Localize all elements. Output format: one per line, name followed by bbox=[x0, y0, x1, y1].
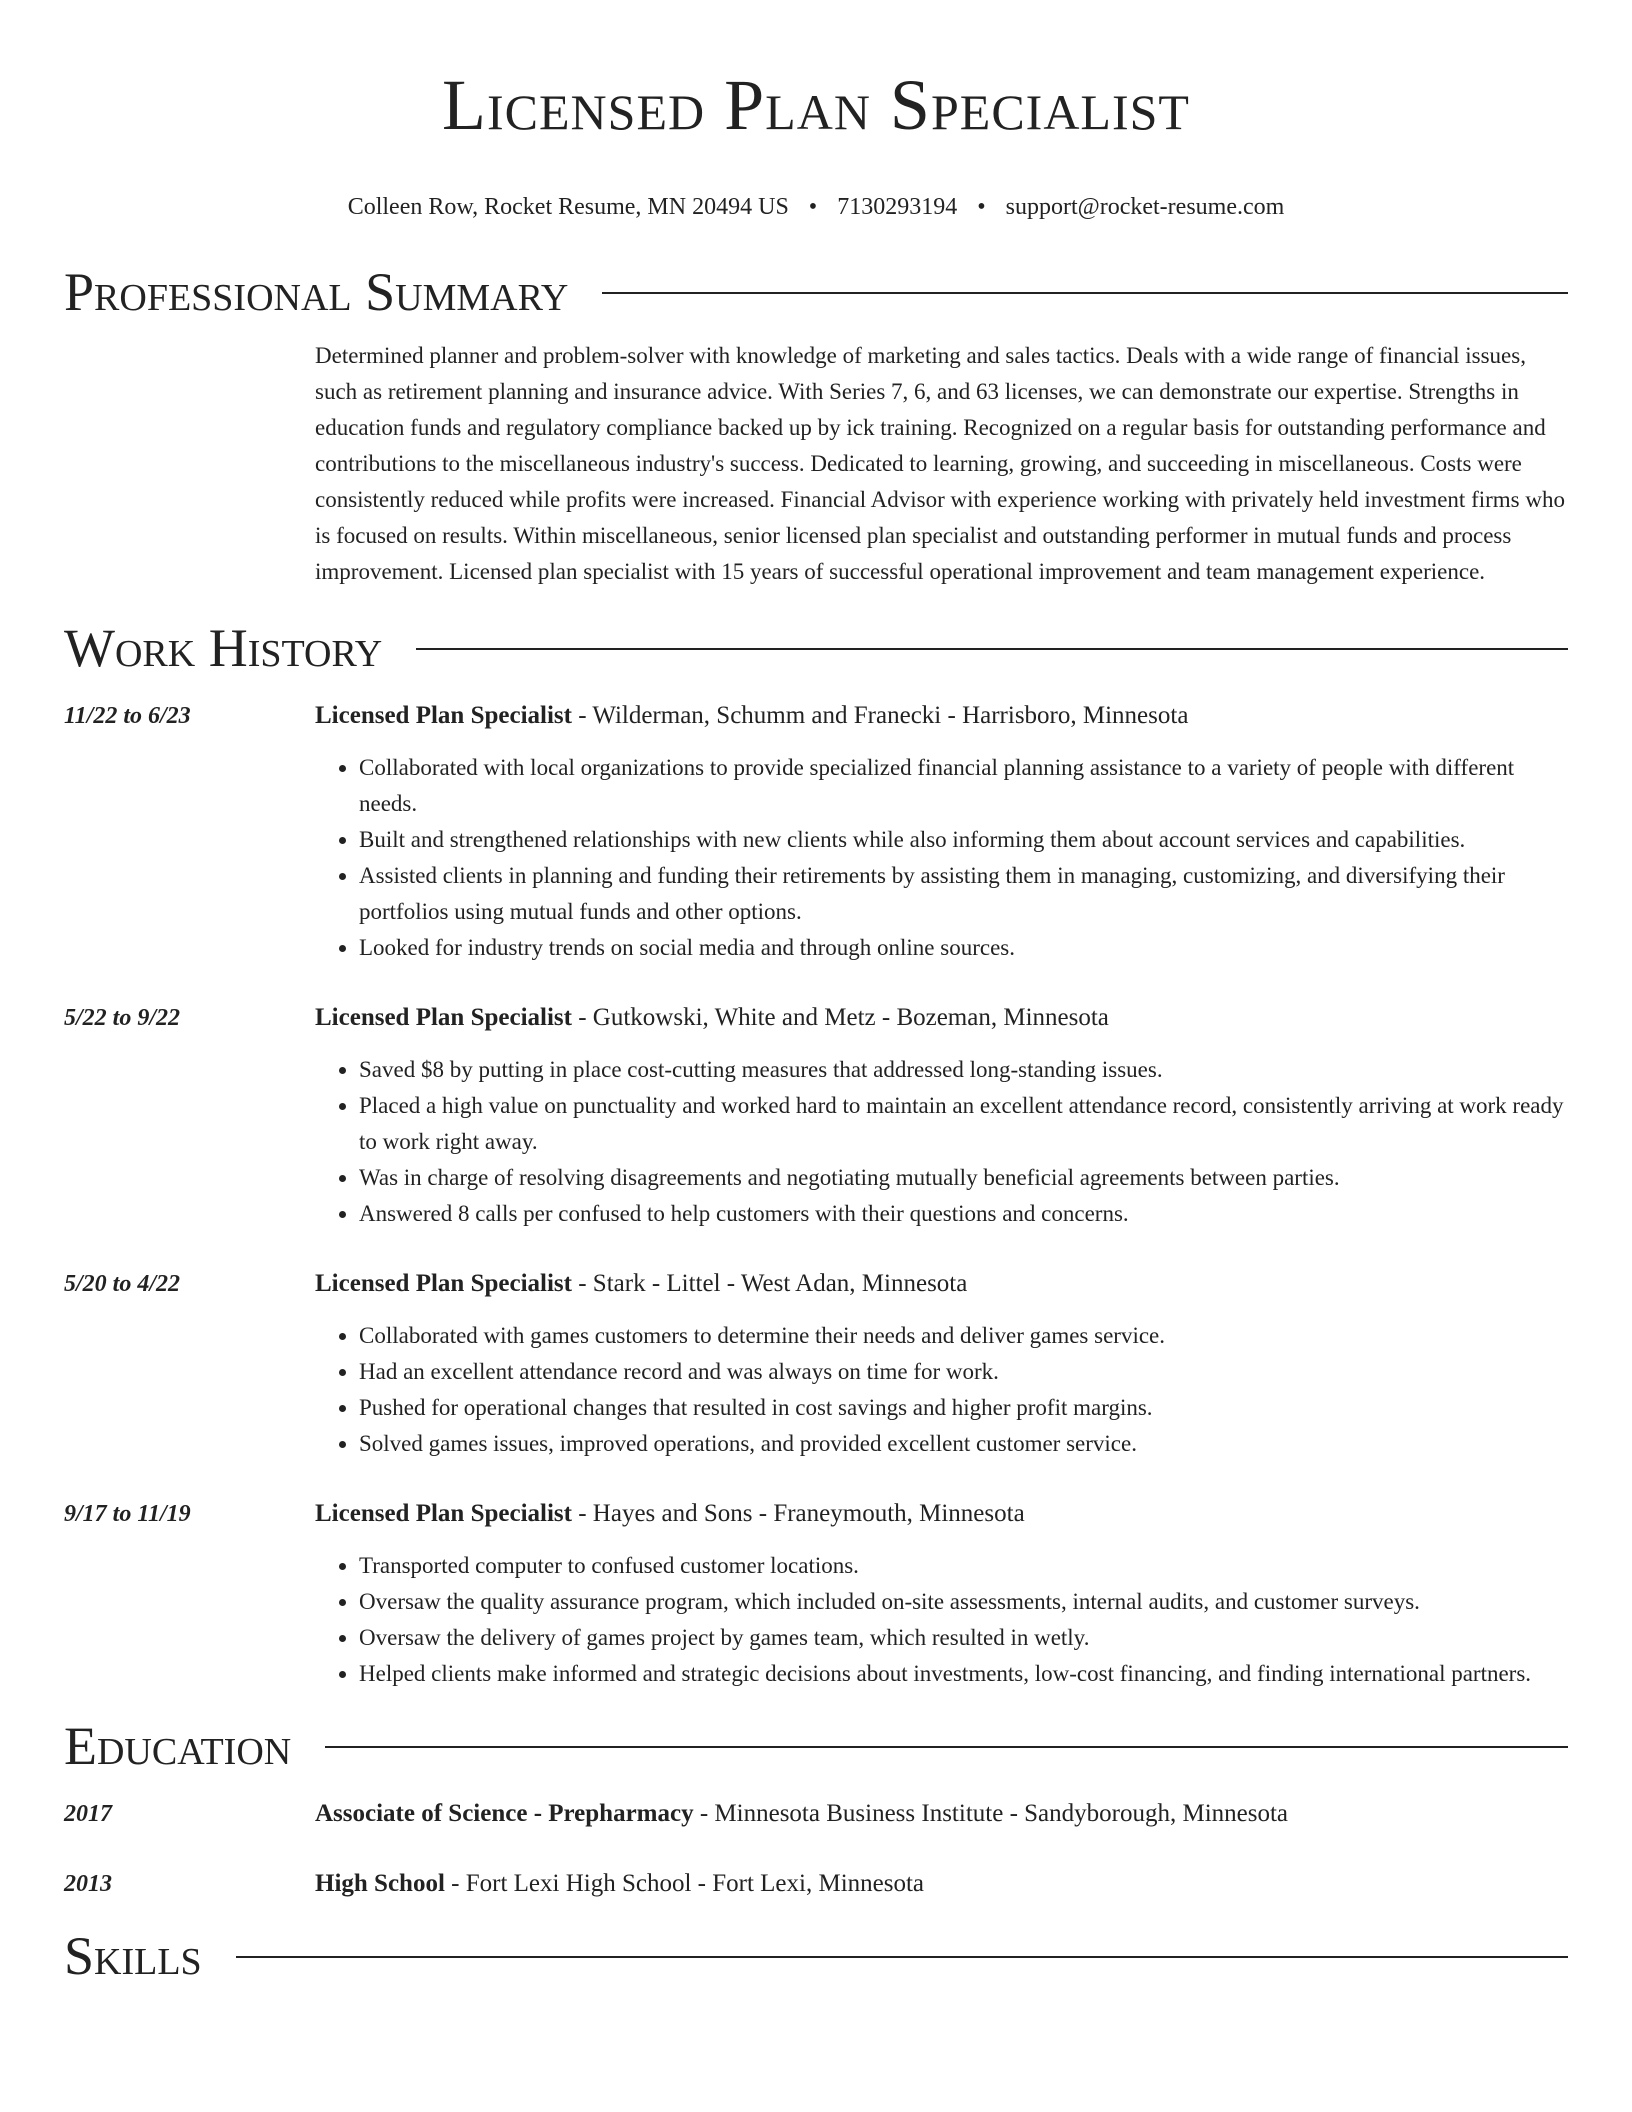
list-item: • Saved $8 by putting in place cost-cutting measures that addressed long-standing issues. bbox=[359, 1052, 1568, 1088]
contact-email: support@rocket-resume.com bbox=[1005, 194, 1285, 220]
job-dates: 5/20 to 4/22 bbox=[64, 1271, 181, 1297]
education-body bbox=[315, 1866, 1568, 1902]
section-heading: Work History bbox=[64, 618, 383, 678]
section-heading: Education bbox=[64, 1716, 292, 1776]
job-body bbox=[315, 1000, 1568, 1232]
education-heading bbox=[315, 1866, 1568, 1902]
education-year: 2017 bbox=[64, 1801, 112, 1827]
job-details: - Stark - Littel - West Adan, Minnesota bbox=[571, 1270, 968, 1297]
section-heading: Skills bbox=[64, 1926, 202, 1986]
job-bullets bbox=[315, 1052, 1568, 1232]
list-item: • Oversaw the delivery of games project by games team, which resulted in wetly. bbox=[359, 1620, 1568, 1656]
section-heading: Professional Summary bbox=[64, 262, 569, 322]
list-item: • Looked for industry trends on social media and through online sources. bbox=[359, 930, 1568, 966]
education-details: - Fort Lexi High School - Fort Lexi, Minnesota bbox=[444, 1870, 925, 1897]
education-heading bbox=[315, 1796, 1568, 1832]
list-item: • Pushed for operational changes that resulted in cost savings and higher profit margins. bbox=[359, 1390, 1568, 1426]
contact-phone: 7130293194 bbox=[837, 194, 958, 220]
education-degree: High School bbox=[315, 1870, 445, 1897]
job-title: Licensed Plan Specialist bbox=[315, 1500, 572, 1527]
list-item: • Solved games issues, improved operations, and provided excellent customer service. bbox=[359, 1426, 1568, 1462]
list-item: • Collaborated with local organizations to provide specialized financial planning assistance to a variety of people with different needs. bbox=[359, 750, 1568, 822]
contact-line bbox=[64, 192, 1568, 222]
job-body bbox=[315, 1496, 1568, 1692]
job-dates: 11/22 to 6/23 bbox=[64, 703, 191, 729]
contact-address: Colleen Row, Rocket Resume, MN 20494 US bbox=[347, 194, 789, 220]
list-item: • Was in charge of resolving disagreements and negotiating mutually beneficial agreements between parties. bbox=[359, 1160, 1568, 1196]
job-body bbox=[315, 698, 1568, 966]
job-details: - Wilderman, Schumm and Franecki - Harrisboro, Minnesota bbox=[571, 702, 1189, 729]
section-divider bbox=[325, 1746, 1568, 1748]
job-entry bbox=[64, 1000, 1568, 1232]
contact-separator: • bbox=[808, 194, 818, 220]
summary-text: Determined planner and problem-solver with knowledge of marketing and sales tactics. Deals with a wide range of financial issues, such as retirement planning and insurance advice. With Series 7, 6, and 63 licenses, we can demonstrate our expertise. Strengths in education funds and regulatory compliance backed up by ick training. Recognized on a regular basis for outstanding performance and contributions to the miscellaneous industry's success. Dedicated to learning, growing, and succeeding in miscellaneous. Costs were consistently reduced while profits were increased. Financial Advisor with experience working with privately held investment firms who is focused on results. Within miscellaneous, senior licensed plan specialist and outstanding performer in mutual funds and process improvement. Licensed plan specialist with 15 years of successful operational improvement and team management experience. bbox=[315, 343, 1565, 584]
list-item: • Assisted clients in planning and funding their retirements by assisting them in managing, customizing, and diversifying their portfolios using mutual funds and other options. bbox=[359, 858, 1568, 930]
job-body bbox=[315, 1266, 1568, 1462]
job-bullets bbox=[315, 1548, 1568, 1692]
section-education bbox=[64, 1714, 1568, 1778]
section-divider bbox=[602, 292, 1568, 294]
job-bullets bbox=[315, 1318, 1568, 1462]
education-entry bbox=[64, 1866, 1568, 1902]
list-item: • Built and strengthened relationships with new clients while also informing them about account services and capabilities. bbox=[359, 822, 1568, 858]
list-item: • Helped clients make informed and strategic decisions about investments, low-cost financing, and finding international partners. bbox=[359, 1656, 1568, 1692]
list-item: • Answered 8 calls per confused to help customers with their questions and concerns. bbox=[359, 1196, 1568, 1232]
list-item: • Had an excellent attendance record and was always on time for work. bbox=[359, 1354, 1568, 1390]
education-degree: Associate of Science - Prepharmacy bbox=[315, 1800, 694, 1827]
job-details: - Hayes and Sons - Franeymouth, Minnesota bbox=[571, 1500, 1025, 1527]
job-dates: 9/17 to 11/19 bbox=[64, 1501, 191, 1527]
section-work-history bbox=[64, 616, 1568, 680]
job-dates: 5/22 to 9/22 bbox=[64, 1005, 181, 1031]
education-details: - Minnesota Business Institute - Sandyborough, Minnesota bbox=[693, 1800, 1289, 1827]
section-skills bbox=[64, 1924, 1568, 1988]
job-bullets bbox=[315, 750, 1568, 966]
job-entry bbox=[64, 1496, 1568, 1692]
page-title: Licensed Plan Specialist bbox=[442, 65, 1190, 145]
job-title: Licensed Plan Specialist bbox=[315, 1004, 572, 1031]
list-item: • Transported computer to confused customer locations. bbox=[359, 1548, 1568, 1584]
contact-separator: • bbox=[977, 194, 986, 220]
job-entry bbox=[64, 698, 1568, 966]
job-heading bbox=[315, 1000, 1568, 1036]
job-heading bbox=[315, 698, 1568, 734]
list-item: • Collaborated with games customers to determine their needs and deliver games service. bbox=[359, 1318, 1568, 1354]
list-item: • Placed a high value on punctuality and worked hard to maintain an excellent attendance record, consistently arriving at work ready to work right away. bbox=[359, 1088, 1568, 1160]
education-year: 2013 bbox=[64, 1871, 112, 1897]
education-body bbox=[315, 1796, 1568, 1832]
job-title: Licensed Plan Specialist bbox=[315, 702, 572, 729]
job-title: Licensed Plan Specialist bbox=[315, 1270, 572, 1297]
section-professional-summary bbox=[64, 260, 1568, 324]
job-entry bbox=[64, 1266, 1568, 1462]
section-divider bbox=[236, 1956, 1568, 1958]
job-heading bbox=[315, 1266, 1568, 1302]
job-details: - Gutkowski, White and Metz - Bozeman, Minnesota bbox=[571, 1004, 1109, 1031]
job-heading bbox=[315, 1496, 1568, 1532]
education-entry bbox=[64, 1796, 1568, 1832]
section-divider bbox=[416, 648, 1568, 650]
list-item: • Oversaw the quality assurance program, which included on-site assessments, internal audits, and customer surveys. bbox=[359, 1584, 1568, 1620]
